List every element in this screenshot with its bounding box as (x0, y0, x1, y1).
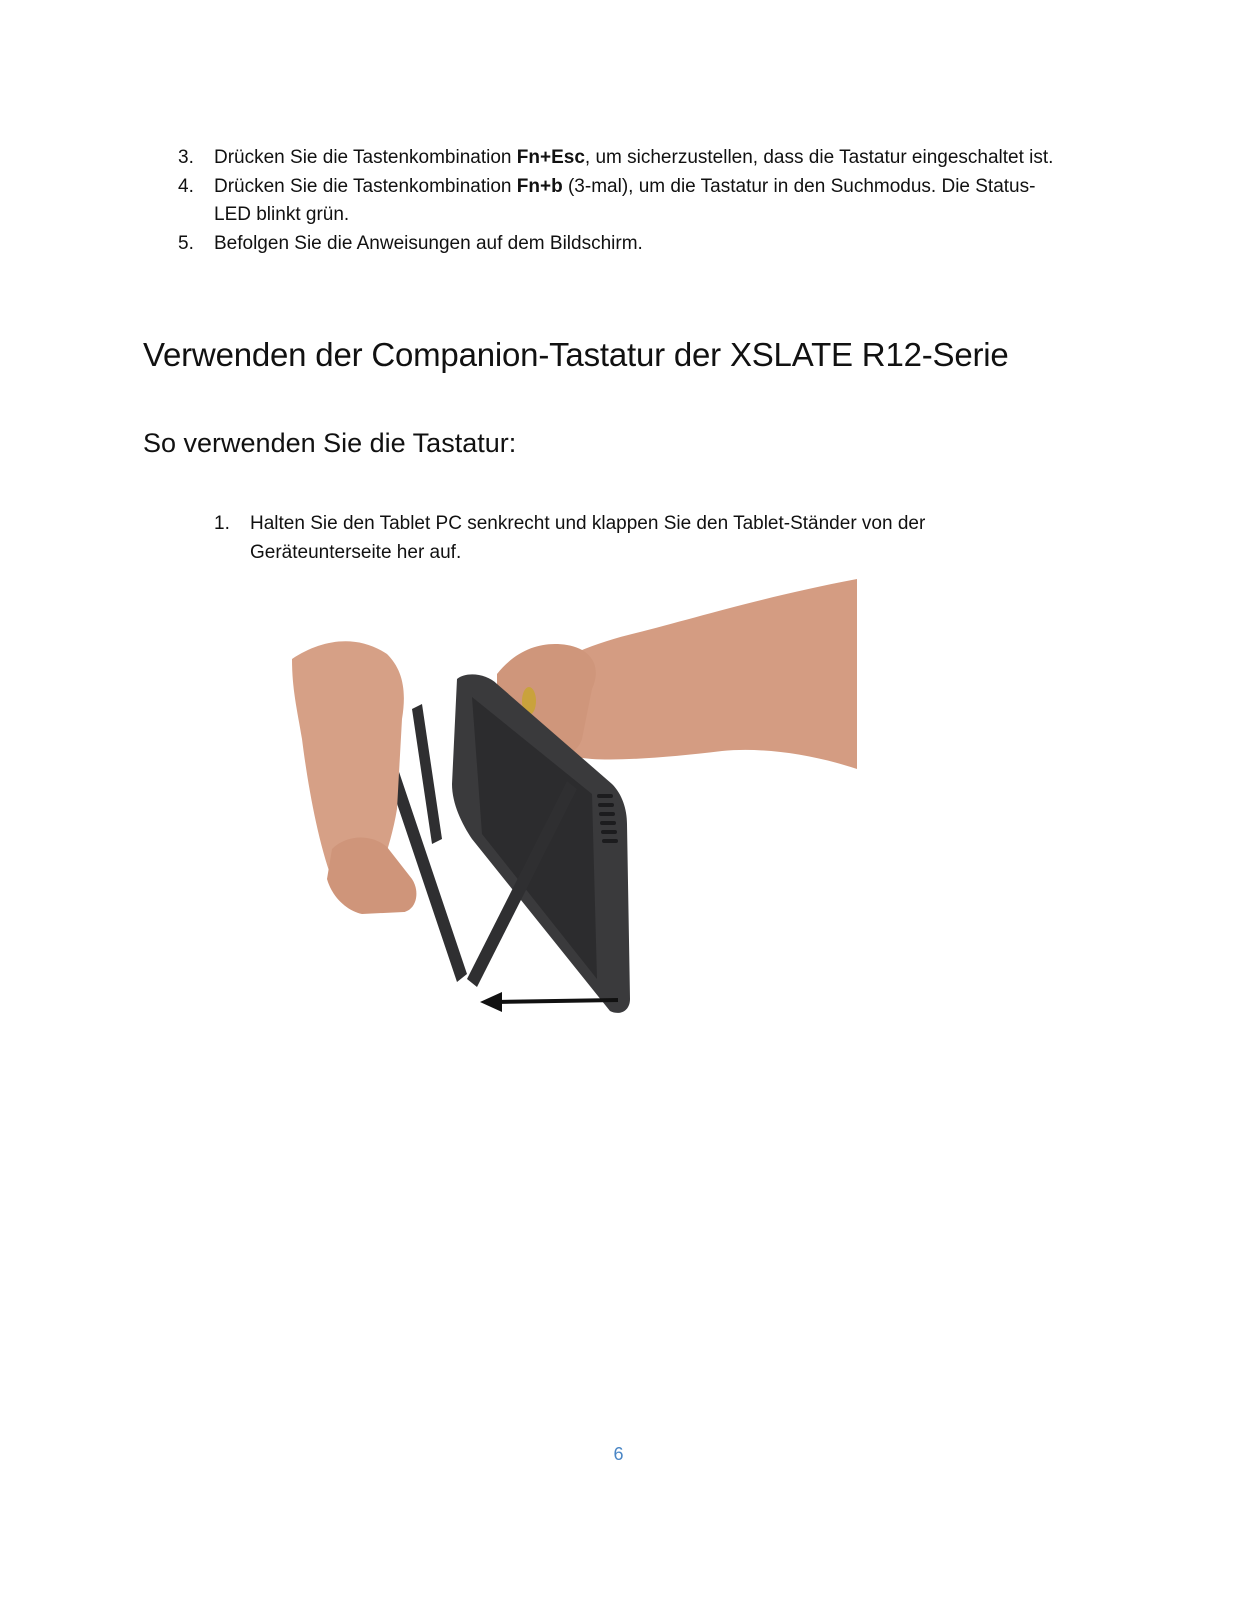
left-hand (327, 837, 416, 914)
list-item (178, 144, 1058, 173)
key-combo: Fn+b (516, 175, 563, 197)
key-combo: Fn+Esc (516, 147, 585, 168)
step-number: 3. (178, 147, 194, 168)
instruction-list-sub (214, 510, 1034, 567)
page-number: 6 (613, 1444, 624, 1464)
step-text: Drücken Sie die Tastenkombination Fn+b (3-mal), um die Tastatur in den Suchmodus. Die Status-LED blinkt grün. (214, 175, 1036, 225)
step-text: Drücken Sie die Tastenkombination Fn+Esc, um sicherzustellen, dass die Tastatur eingeschaltet ist. (214, 147, 1054, 168)
step-number: 5. (178, 232, 194, 254)
tablet-stand-photo (292, 579, 857, 1016)
step-text: Halten Sie den Tablet PC senkrecht und klappen Sie den Tablet-Ständer von der Geräteunterseite her auf. (250, 513, 926, 563)
step-text: Befolgen Sie die Anweisungen auf dem Bildschirm. (214, 232, 643, 254)
list-item (178, 230, 1058, 259)
subsection-heading: So verwenden Sie die Tastatur: (143, 428, 517, 458)
list-item (178, 173, 1058, 230)
section-heading: Verwenden der Companion-Tastatur der XSLATE R12-Serie (143, 336, 1009, 373)
step-number: 4. (178, 175, 194, 197)
list-item (214, 510, 1034, 567)
instruction-list-top (178, 144, 1058, 258)
tablet-stand-illustration (292, 579, 857, 1016)
stand-leg-rear (412, 704, 442, 844)
step-number: 1. (214, 513, 230, 534)
